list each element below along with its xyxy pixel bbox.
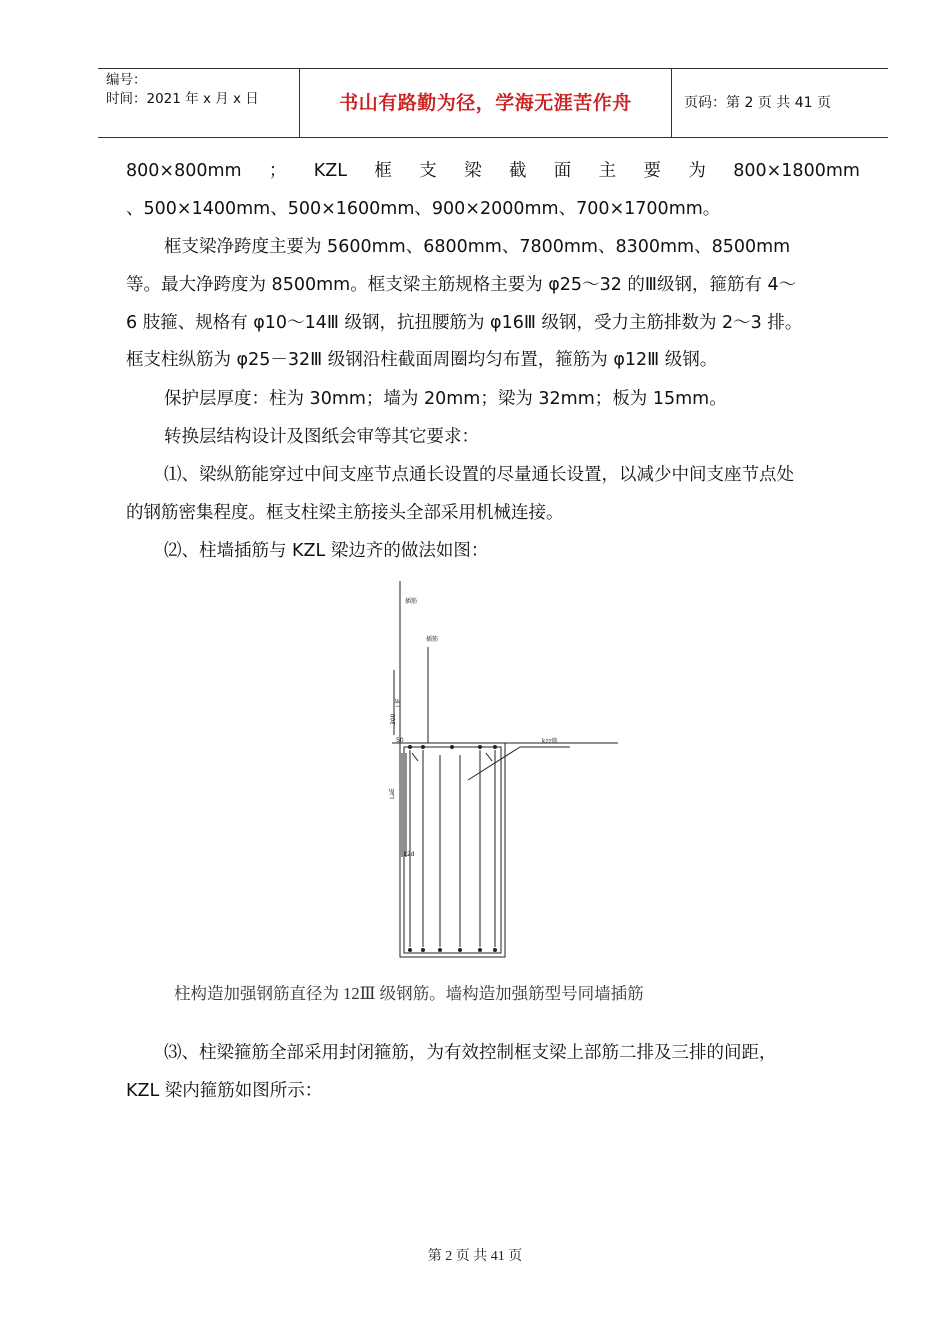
rebar-dot [458,948,462,952]
line1-token: 800×800mm [126,161,242,181]
body-line-7: 保护层厚度：柱为 30mm；墙为 20mm；梁为 32mm；板为 15mm。 [164,389,727,409]
line1-token: 为 [688,161,706,181]
label-lle: LlE [395,698,402,707]
kzz-leader [468,747,520,780]
line1-token: 梁 [464,161,482,181]
rebar-detail-drawing [360,575,630,965]
body-line-8: 转换层结构设计及图纸会审等其它要求： [164,427,479,447]
label-kzz: kzz筋 [542,738,558,745]
figure-caption: 柱构造加强钢筋直径为 12Ⅲ 级钢筋。墙构造加强筋型号同墙插筋 [174,984,644,1003]
header-motto: 书山有路勤为径，学海无涯苦作舟 [300,69,672,137]
line1-token: ； [268,161,287,181]
time-label: 时间：2021 年 x 月 x 日 [106,91,259,107]
rebar-dot [478,745,482,749]
header-meta [98,69,300,137]
rebar-dot [493,948,497,952]
code-label: 编号： [106,72,147,88]
body-line-6: 框支柱纵筋为 φ25－32Ⅲ 级钢沿柱截面周圈均匀布置，箍筋为 φ12Ⅲ 级钢。 [126,350,718,370]
header-page-info: 页码：第 2 页 共 41 页 [684,95,831,111]
line1-token: 主 [598,161,617,181]
label-lae: LaE [389,788,396,799]
column-outline [400,743,505,957]
line1-token: 支 [419,161,437,181]
label-inner-dowel: 插筋 [426,636,439,643]
rebar-dot [408,745,412,749]
body-line-10: 的钢筋密集程度。框支柱梁主筋接头全部采用机械连接。 [126,503,564,523]
body-line-12: ⑶、柱梁箍筋全部采用封闭箍筋，为有效控制框支梁上部筋二排及三排的间距， [164,1043,777,1063]
rebar-dot [421,745,425,749]
rebar-dot [421,948,425,952]
line1-token: 框 [374,161,392,181]
label-300: 300 [390,713,397,725]
body-line-11: ⑵、柱墙插筋与 KZL 梁边齐的做法如图： [164,541,489,561]
line1-token: 要 [643,161,662,181]
body-line-1 [126,158,860,184]
rebar-dot [478,948,482,952]
body-line-5: 6 肢箍、规格有 φ10～14Ⅲ 级钢，抗扭腰筋为 φ16Ⅲ 级钢，受力主筋排数为 2～3 排。 [126,313,803,333]
line1-token: 800×1800mm [733,161,860,181]
stirrup-outline [404,747,501,953]
body-line-4: 等。最大净跨度为 8500mm。框支梁主筋规格主要为 φ25～32 的Ⅲ级钢，箍筋有 4～ [126,275,797,295]
body-line-9: ⑴、梁纵筋能穿过中间支座节点通长设置的尽量通长设置，以减少中间支座节点处 [164,465,794,485]
rebar-dot [408,948,412,952]
page-header [98,68,888,138]
body-line-3: 框支梁净跨度主要为 5600mm、6800mm、7800mm、8300mm、8500mm [164,237,791,257]
line1-token: KZL [313,161,347,181]
rebar-dot [450,745,454,749]
rebar-dot [493,745,497,749]
label-12d: 12d [403,851,415,858]
page-footer: 第 2 页 共 41 页 [427,1249,523,1264]
line1-token: 截 [508,161,527,181]
body-line-13: KZL 梁内箍筋如图所示： [126,1081,323,1101]
line1-token: 面 [553,161,572,181]
label-top-dowel: 插筋 [405,598,418,605]
rebar-dot [438,948,442,952]
body-line-2: 、500×1400mm、500×1600mm、900×2000mm、700×1700mm。 [126,199,721,219]
label-50: 50 [396,737,404,744]
